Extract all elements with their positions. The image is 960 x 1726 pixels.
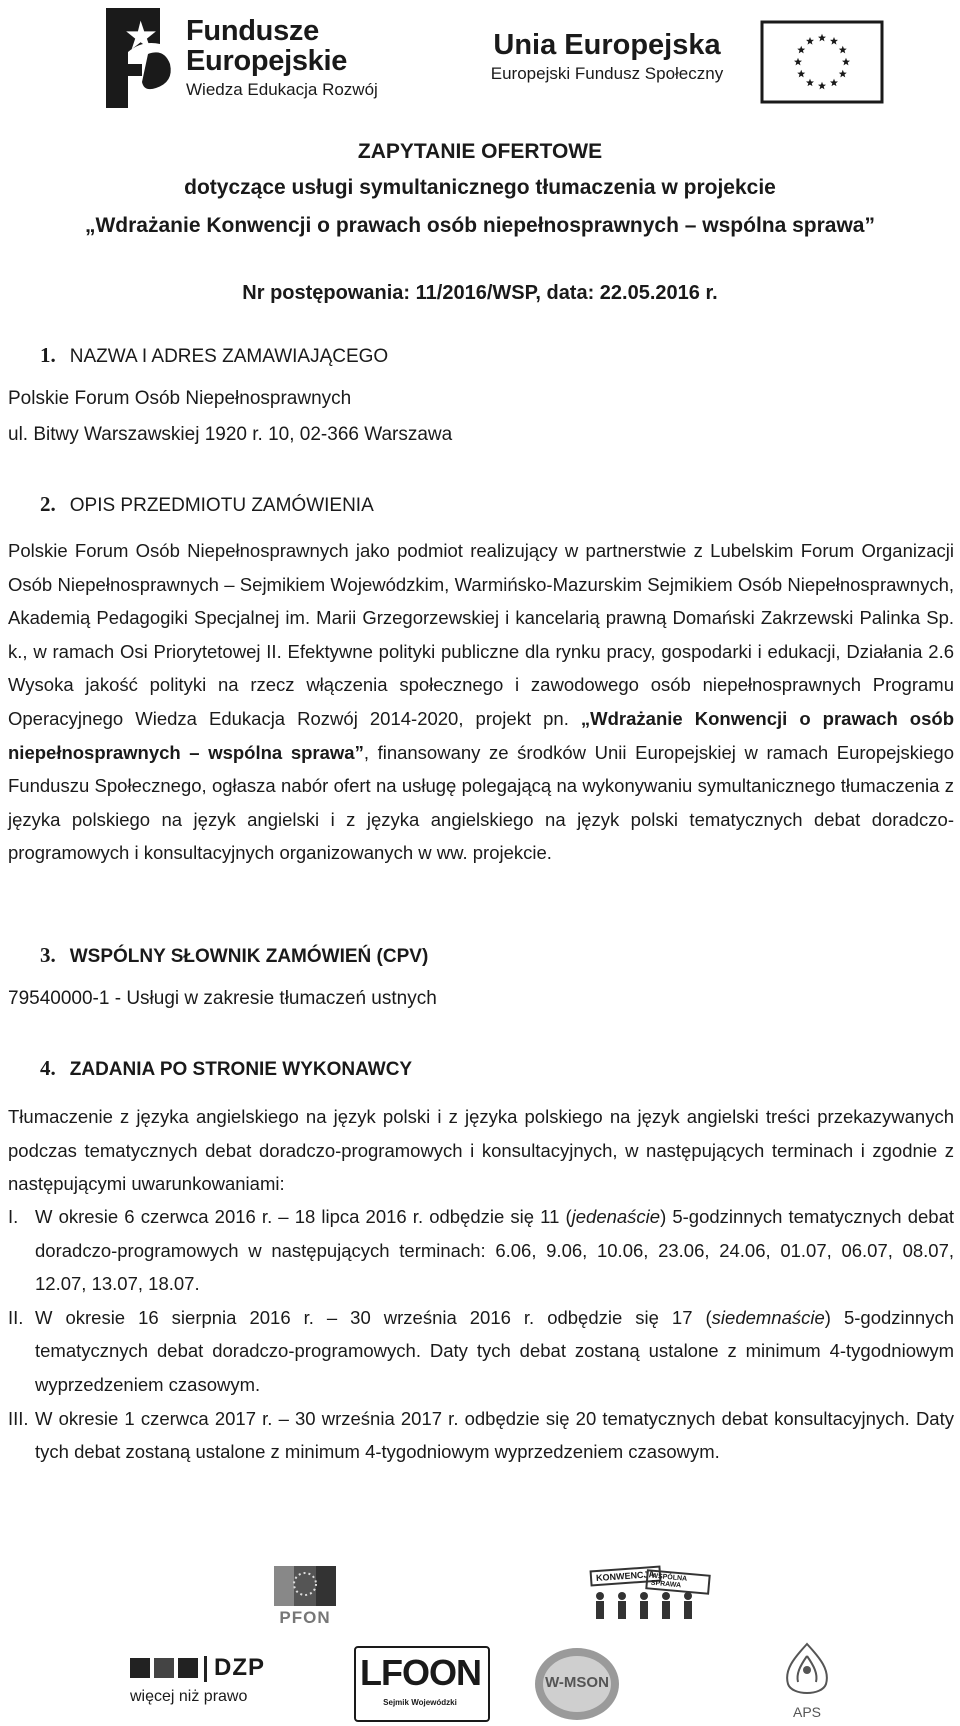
aps-crest-icon: [776, 1640, 838, 1704]
section-1-heading: 1. NAZWA I ADRES ZAMAWIAJĄCEGO: [40, 343, 389, 367]
lfoon-sub: Sejmik Wojewódzki: [383, 1698, 457, 1707]
section-1-line2: ul. Bitwy Warszawskiej 1920 r. 10, 02-366 Warszawa: [8, 424, 453, 445]
aps-logo: [772, 1640, 842, 1724]
section-1-line1: Polskie Forum Osób Niepełnosprawnych: [8, 388, 352, 409]
eu-flag-icon: [760, 20, 884, 104]
list-item: II. W okresie 16 sierpnia 2016 r. – 30 września 2016 r. odbędzie się 17 (siedemnaście) 5-godzinnych tematycznych debat doradczo-programowych. Daty tych debat zostaną ustalone z minimum 4-tygodniowym wyprzedzeniem czasowym.: [8, 1306, 954, 1395]
dzp-logo: [128, 1650, 298, 1714]
case-number: Nr postępowania: 11/2016/WSP, data: 22.05.2016 r.: [242, 282, 718, 304]
section-3-heading: 3. WSPÓLNY SŁOWNIK ZAMÓWIEŃ (CPV): [40, 943, 429, 967]
konwencja-label: KONWENCJA: [590, 1566, 662, 1587]
wmson-label: W-MSON: [545, 1674, 609, 1691]
doc-subtitle: dotyczące usługi symultanicznego tłumaczenia w projekcie: [184, 176, 776, 199]
fe-star-mark-icon: [104, 4, 176, 112]
terms-list: [8, 1200, 954, 1469]
dzp-name: DZP: [214, 1654, 265, 1681]
cpv-code: 79540000-1 - Usługi w zakresie tłumaczeń ustnych: [8, 988, 437, 1009]
people-icon: [588, 1588, 700, 1626]
unia-europejska-logo: [476, 20, 886, 104]
list-item: III. W okresie 1 czerwca 2017 r. – 30 września 2017 r. odbędzie się 20 tematycznych debat konsultacyjnych. Daty tych debat zostaną ustalone z minimum 4-tygodniowym wyprzedzeniem czasowym.: [8, 1407, 954, 1463]
konwencja-logo: [580, 1564, 710, 1628]
wspolna-sprawa-label: WSPÓLNA SPRAWA: [645, 1569, 710, 1595]
fundusze-europejskie-logo: [104, 4, 424, 112]
section-2-paragraph: Polskie Forum Osób Niepełnosprawnych jako podmiot realizujący w partnerstwie z Lubelskim Forum Organizacji Osób Niepełnosprawnych – Sejmikiem Wojewódzkim, Warmińsko-Mazurskim Sejmikiem Osób Niepełnosprawnych, Akademią Pedagogiki Specjalnej im. Marii Grzegorzewskiej i kancelarią prawną Domański Zakrzewski Palinka Sp. k., w ramach Osi Priorytetowej II. Efektywne polityki publiczne dla rynku pracy, gospodarki i edukacji, Działania 2.6 Wysoka jakość polityki na rzecz włączenia społecznego i zawodowego osób niepełnosprawnych Programu Operacyjnego Wiedza Edukacja Rozwój 2014-2020, projekt pn. „Wdrażanie Konwencji o prawach osób niepełnosprawnych – wspólna sprawa”, finansowany ze środków Unii Europejskiej w ramach Europejskiego Funduszu Społecznego, ogłasza nabór ofert na usługę polegającą na wykonywaniu symultanicznego tłumaczenia z języka polskiego na język angielski i z języka angielskiego na język polski tematycznych debat doradczo-programowych i konsultacyjnych organizowanych w ww. projekcie.: [8, 540, 954, 864]
section-2-heading: 2. OPIS PRZEDMIOTU ZAMÓWIENIA: [40, 492, 374, 516]
pfon-logo: [270, 1564, 340, 1628]
list-item: I. W okresie 6 czerwca 2016 r. – 18 lipca 2016 r. odbędzie się 11 (jedenaście) 5-godzinnych tematycznych debat doradczo-programowych w następujących terminach: 6.06, 9.06, 10.06, 23.06, 24.06, 01.07, 06.07, 08.07, 12.07, 13.07, 18.07.: [8, 1206, 954, 1295]
ue-logo-line2: Europejski Fundusz Społeczny: [490, 64, 724, 83]
lfoon-logo: [354, 1646, 490, 1722]
fe-logo-line1: Fundusze: [186, 15, 319, 47]
pfon-label: PFON: [279, 1608, 331, 1627]
ue-logo-line1: Unia Europejska: [493, 29, 721, 61]
dzp-tagline: więcej niż prawo: [130, 1688, 248, 1705]
project-name: „Wdrażanie Konwencji o prawach osób niepełnosprawnych – wspólna sprawa”: [84, 214, 875, 237]
fe-logo-line3: Wiedza Edukacja Rozwój: [186, 80, 378, 99]
lfoon-label: LFOON: [360, 1652, 481, 1693]
wmson-logo: [532, 1646, 622, 1722]
section-4-intro: Tłumaczenie z języka angielskiego na język polski i z języka polskiego na język angielski treści przekazywanych podczas tematycznych debat doradczo-programowych i konsultacyjnych, w następujących terminach i zgodnie z następującymi uwarunkowaniami:: [8, 1106, 954, 1195]
doc-title: ZAPYTANIE OFERTOWE: [357, 140, 603, 163]
fe-logo-line2: Europejskie: [186, 45, 348, 77]
section-4-heading: 4. ZADANIA PO STRONIE WYKONAWCY: [40, 1056, 413, 1080]
dzp-squares-icon: [130, 1656, 210, 1682]
aps-label: APS: [792, 1704, 821, 1720]
